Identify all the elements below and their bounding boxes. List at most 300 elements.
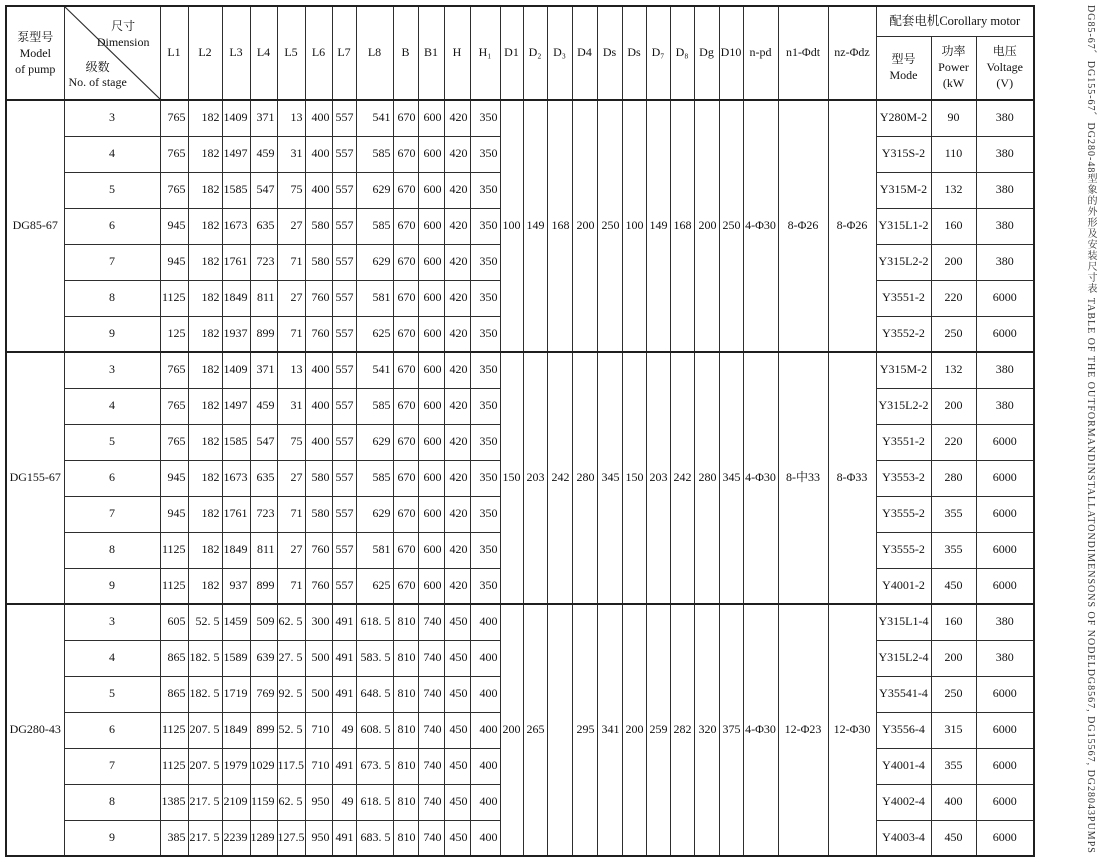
dim-cell: 491 bbox=[332, 820, 356, 856]
dim-cell: 420 bbox=[444, 352, 470, 388]
stage-cell: 8 bbox=[64, 280, 160, 316]
stage-cell: 9 bbox=[64, 820, 160, 856]
model-of-pump-header bbox=[6, 6, 64, 100]
dim-cell: 1125 bbox=[160, 748, 188, 784]
dim-cell: 810 bbox=[393, 748, 418, 784]
dim-cell: 723 bbox=[250, 496, 277, 532]
motor-power-cell: 355 bbox=[931, 496, 976, 532]
dim-cell: 217. 5 bbox=[188, 784, 222, 820]
corollary-motor-header: 配套电机Corollary motor bbox=[876, 6, 1034, 36]
dim-cell: 350 bbox=[470, 424, 500, 460]
dim-cell: 585 bbox=[356, 388, 393, 424]
dim-cell: 182 bbox=[188, 244, 222, 280]
dim-cell: 491 bbox=[332, 640, 356, 676]
dim-cell: 600 bbox=[418, 424, 444, 460]
stage-cell: 7 bbox=[64, 496, 160, 532]
dim-cell: 557 bbox=[332, 280, 356, 316]
dim-cell: 583. 5 bbox=[356, 640, 393, 676]
dim-cell: 1849 bbox=[222, 532, 250, 568]
dim-cell: 350 bbox=[470, 316, 500, 352]
dimension-label: 尺寸 Dimension bbox=[96, 19, 150, 49]
dim-cell: 945 bbox=[160, 460, 188, 496]
dim-cell: 557 bbox=[332, 316, 356, 352]
stage-cell: 6 bbox=[64, 712, 160, 748]
dim-cell: 71 bbox=[277, 244, 305, 280]
dim-cell: 670 bbox=[393, 532, 418, 568]
merged-dim-cell: 8-Φ26 bbox=[828, 100, 876, 352]
dim-cell: 557 bbox=[332, 568, 356, 604]
dim-cell: 580 bbox=[305, 208, 332, 244]
motor-voltage-cell: 6000 bbox=[976, 280, 1034, 316]
dim-cell: 371 bbox=[250, 352, 277, 388]
motor-model-cell: Y3556-4 bbox=[876, 712, 931, 748]
dim-cell: 1125 bbox=[160, 568, 188, 604]
dim-cell: 52. 5 bbox=[277, 712, 305, 748]
col-header-D6: Ds bbox=[622, 6, 646, 100]
col-header-D5: Ds bbox=[597, 6, 622, 100]
dim-cell: 1385 bbox=[160, 784, 188, 820]
dim-cell: 547 bbox=[250, 424, 277, 460]
merged-dim-cell: 341 bbox=[597, 604, 622, 856]
dim-cell: 765 bbox=[160, 424, 188, 460]
dim-cell: 740 bbox=[418, 640, 444, 676]
dim-cell: 811 bbox=[250, 280, 277, 316]
motor-power-cell: 220 bbox=[931, 280, 976, 316]
merged-dim-cell: 282 bbox=[670, 604, 694, 856]
merged-dim-cell: 375 bbox=[719, 604, 743, 856]
dim-cell: 1849 bbox=[222, 280, 250, 316]
merged-dim-cell: 200 bbox=[572, 100, 597, 352]
merged-dim-cell: 345 bbox=[719, 352, 743, 604]
motor-model-cell: Y35541-4 bbox=[876, 676, 931, 712]
dim-cell: 2239 bbox=[222, 820, 250, 856]
dim-cell: 500 bbox=[305, 640, 332, 676]
dim-cell: 75 bbox=[277, 172, 305, 208]
dim-cell: 740 bbox=[418, 784, 444, 820]
motor-model-cell: Y315L2-4 bbox=[876, 640, 931, 676]
dim-cell: 92. 5 bbox=[277, 676, 305, 712]
merged-dim-cell: 150 bbox=[500, 352, 523, 604]
dim-cell: 710 bbox=[305, 712, 332, 748]
dim-cell: 557 bbox=[332, 136, 356, 172]
merged-dim-cell: 203 bbox=[646, 352, 670, 604]
dim-cell: 400 bbox=[305, 172, 332, 208]
col-header-L8: L8 bbox=[356, 6, 393, 100]
dim-cell: 765 bbox=[160, 172, 188, 208]
dim-cell: 1409 bbox=[222, 100, 250, 136]
col-header-nz-phi-dz: nz-Φdz bbox=[828, 6, 876, 100]
stage-cell: 3 bbox=[64, 352, 160, 388]
dim-cell: 600 bbox=[418, 208, 444, 244]
motor-power-cell: 250 bbox=[931, 676, 976, 712]
motor-voltage-col-header: 电压 Voltage (V) bbox=[976, 36, 1034, 100]
motor-power-cell: 160 bbox=[931, 208, 976, 244]
dim-cell: 760 bbox=[305, 280, 332, 316]
dim-cell: 491 bbox=[332, 676, 356, 712]
motor-voltage-cell: 6000 bbox=[976, 316, 1034, 352]
dim-cell: 618. 5 bbox=[356, 784, 393, 820]
dim-cell: 580 bbox=[305, 460, 332, 496]
dim-cell: 1673 bbox=[222, 460, 250, 496]
motor-power-cell: 355 bbox=[931, 748, 976, 784]
dim-cell: 13 bbox=[277, 352, 305, 388]
stage-cell: 3 bbox=[64, 604, 160, 640]
dim-cell: 670 bbox=[393, 424, 418, 460]
model-header-en1: Model bbox=[19, 45, 51, 60]
merged-dim-cell: 12-Φ23 bbox=[778, 604, 828, 856]
dim-cell: 600 bbox=[418, 244, 444, 280]
dim-cell: 207. 5 bbox=[188, 712, 222, 748]
dim-cell: 71 bbox=[277, 568, 305, 604]
merged-dim-cell: 8-Φ33 bbox=[828, 352, 876, 604]
motor-voltage-cell: 6000 bbox=[976, 460, 1034, 496]
motor-power-cell: 250 bbox=[931, 316, 976, 352]
motor-power-cell: 160 bbox=[931, 604, 976, 640]
dim-cell: 557 bbox=[332, 244, 356, 280]
col-header-L6: L6 bbox=[305, 6, 332, 100]
dim-cell: 810 bbox=[393, 820, 418, 856]
dim-cell: 31 bbox=[277, 136, 305, 172]
dim-cell: 420 bbox=[444, 244, 470, 280]
dim-cell: 581 bbox=[356, 532, 393, 568]
motor-power-cell: 200 bbox=[931, 244, 976, 280]
dim-cell: 635 bbox=[250, 208, 277, 244]
motor-voltage-cell: 6000 bbox=[976, 748, 1034, 784]
dim-cell: 945 bbox=[160, 208, 188, 244]
dim-cell: 557 bbox=[332, 352, 356, 388]
dim-cell: 400 bbox=[305, 352, 332, 388]
side-vertical-title: DG85-67、DG155-67、DG280-48型象的外形及安装尺寸表 TABLE OF THE OUTFORMANDINSTALLATONDIMENSONS OF NODELDG8567, DG15567, DG28043PUMPS bbox=[1085, 5, 1096, 854]
dim-cell: 400 bbox=[305, 424, 332, 460]
merged-dim-cell: 100 bbox=[622, 100, 646, 352]
dim-cell: 459 bbox=[250, 136, 277, 172]
dim-cell: 350 bbox=[470, 532, 500, 568]
dim-cell: 1125 bbox=[160, 532, 188, 568]
dim-cell: 371 bbox=[250, 100, 277, 136]
dim-cell: 420 bbox=[444, 208, 470, 244]
dim-cell: 1979 bbox=[222, 748, 250, 784]
dim-cell: 71 bbox=[277, 496, 305, 532]
dim-cell: 400 bbox=[470, 676, 500, 712]
dim-cell: 350 bbox=[470, 496, 500, 532]
motor-power-cell: 200 bbox=[931, 388, 976, 424]
dim-cell: 1589 bbox=[222, 640, 250, 676]
col-header-L7: L7 bbox=[332, 6, 356, 100]
dim-cell: 450 bbox=[444, 640, 470, 676]
dim-cell: 62. 5 bbox=[277, 784, 305, 820]
dim-cell: 557 bbox=[332, 460, 356, 496]
dim-cell: 385 bbox=[160, 820, 188, 856]
dim-cell: 557 bbox=[332, 424, 356, 460]
stage-cell: 4 bbox=[64, 136, 160, 172]
dim-cell: 182 bbox=[188, 388, 222, 424]
motor-voltage-cell: 6000 bbox=[976, 496, 1034, 532]
merged-dim-cell: 4-Φ30 bbox=[743, 352, 778, 604]
dim-cell: 27 bbox=[277, 532, 305, 568]
motor-power-cell: 132 bbox=[931, 172, 976, 208]
dim-cell: 670 bbox=[393, 208, 418, 244]
col-header-H: H bbox=[444, 6, 470, 100]
dim-cell: 1497 bbox=[222, 388, 250, 424]
dim-cell: 1159 bbox=[250, 784, 277, 820]
dim-cell: 450 bbox=[444, 748, 470, 784]
dim-cell: 420 bbox=[444, 460, 470, 496]
dim-cell: 350 bbox=[470, 100, 500, 136]
dim-cell: 75 bbox=[277, 424, 305, 460]
motor-model-cell: Y315L2-2 bbox=[876, 388, 931, 424]
dim-cell: 491 bbox=[332, 748, 356, 784]
dim-cell: 400 bbox=[470, 712, 500, 748]
dim-cell: 899 bbox=[250, 568, 277, 604]
motor-voltage-cell: 380 bbox=[976, 172, 1034, 208]
dim-cell: 670 bbox=[393, 280, 418, 316]
dim-cell: 585 bbox=[356, 460, 393, 496]
merged-dim-cell: 149 bbox=[646, 100, 670, 352]
motor-voltage-cell: 380 bbox=[976, 388, 1034, 424]
dim-cell: 557 bbox=[332, 388, 356, 424]
dim-cell: 71 bbox=[277, 316, 305, 352]
motor-model-cell: Y3553-2 bbox=[876, 460, 931, 496]
stage-cell: 8 bbox=[64, 784, 160, 820]
dim-cell: 31 bbox=[277, 388, 305, 424]
dim-cell: 182 bbox=[188, 352, 222, 388]
col-header-D8: D₈ bbox=[670, 6, 694, 100]
dim-cell: 585 bbox=[356, 136, 393, 172]
motor-model-cell: Y315L2-2 bbox=[876, 244, 931, 280]
dim-cell: 127.5 bbox=[277, 820, 305, 856]
motor-voltage-cell: 6000 bbox=[976, 424, 1034, 460]
merged-dim-cell bbox=[547, 604, 572, 856]
merged-dim-cell: 4-Φ30 bbox=[743, 604, 778, 856]
dim-cell: 420 bbox=[444, 424, 470, 460]
col-header-B1: B1 bbox=[418, 6, 444, 100]
col-header-L2: L2 bbox=[188, 6, 222, 100]
merged-dim-cell: 8-中33 bbox=[778, 352, 828, 604]
dim-cell: 765 bbox=[160, 388, 188, 424]
motor-voltage-cell: 6000 bbox=[976, 712, 1034, 748]
dim-cell: 811 bbox=[250, 532, 277, 568]
dim-cell: 600 bbox=[418, 316, 444, 352]
dim-cell: 600 bbox=[418, 496, 444, 532]
dim-cell: 182 bbox=[188, 100, 222, 136]
dim-cell: 350 bbox=[470, 388, 500, 424]
dim-cell: 1585 bbox=[222, 172, 250, 208]
motor-model-cell: Y280M-2 bbox=[876, 100, 931, 136]
dim-cell: 1459 bbox=[222, 604, 250, 640]
dim-cell: 580 bbox=[305, 244, 332, 280]
motor-voltage-cell: 380 bbox=[976, 208, 1034, 244]
dim-cell: 350 bbox=[470, 136, 500, 172]
dim-cell: 670 bbox=[393, 496, 418, 532]
dim-cell: 670 bbox=[393, 316, 418, 352]
dim-cell: 740 bbox=[418, 676, 444, 712]
dim-cell: 27. 5 bbox=[277, 640, 305, 676]
merged-dim-cell: 280 bbox=[572, 352, 597, 604]
dim-cell: 635 bbox=[250, 460, 277, 496]
motor-voltage-cell: 380 bbox=[976, 136, 1034, 172]
col-header-H1: H₁ bbox=[470, 6, 500, 100]
dim-cell: 600 bbox=[418, 280, 444, 316]
dim-cell: 600 bbox=[418, 136, 444, 172]
motor-voltage-cell: 6000 bbox=[976, 532, 1034, 568]
dim-cell: 420 bbox=[444, 316, 470, 352]
dim-cell: 350 bbox=[470, 208, 500, 244]
pump-model-cell: DG85-67 bbox=[6, 100, 64, 352]
merged-dim-cell: 242 bbox=[670, 352, 694, 604]
col-header-L3: L3 bbox=[222, 6, 250, 100]
merged-dim-cell: 168 bbox=[670, 100, 694, 352]
motor-power-cell: 315 bbox=[931, 712, 976, 748]
dim-cell: 629 bbox=[356, 424, 393, 460]
dim-cell: 541 bbox=[356, 100, 393, 136]
dim-cell: 300 bbox=[305, 604, 332, 640]
merged-dim-cell: 200 bbox=[622, 604, 646, 856]
dim-cell: 810 bbox=[393, 712, 418, 748]
stage-cell: 4 bbox=[64, 640, 160, 676]
dim-cell: 670 bbox=[393, 244, 418, 280]
dim-cell: 557 bbox=[332, 208, 356, 244]
dim-cell: 670 bbox=[393, 352, 418, 388]
motor-model-cell: Y3551-2 bbox=[876, 424, 931, 460]
dim-cell: 810 bbox=[393, 784, 418, 820]
col-header-D3: D₃ bbox=[547, 6, 572, 100]
dim-cell: 182. 5 bbox=[188, 676, 222, 712]
stage-cell: 6 bbox=[64, 460, 160, 496]
dim-cell: 207. 5 bbox=[188, 748, 222, 784]
dim-cell: 450 bbox=[444, 604, 470, 640]
dim-cell: 182 bbox=[188, 460, 222, 496]
merged-dim-cell: 200 bbox=[694, 100, 719, 352]
col-header-L5: L5 bbox=[277, 6, 305, 100]
dim-cell: 710 bbox=[305, 748, 332, 784]
dim-cell: 400 bbox=[470, 604, 500, 640]
motor-model-cell: Y3551-2 bbox=[876, 280, 931, 316]
merged-dim-cell: 280 bbox=[694, 352, 719, 604]
stage-cell: 7 bbox=[64, 748, 160, 784]
col-header-D7: D₇ bbox=[646, 6, 670, 100]
dim-cell: 49 bbox=[332, 712, 356, 748]
dim-cell: 400 bbox=[305, 136, 332, 172]
dim-cell: 865 bbox=[160, 676, 188, 712]
dim-cell: 420 bbox=[444, 172, 470, 208]
dim-cell: 557 bbox=[332, 532, 356, 568]
dim-cell: 450 bbox=[444, 784, 470, 820]
dim-cell: 765 bbox=[160, 352, 188, 388]
dim-cell: 810 bbox=[393, 640, 418, 676]
dim-cell: 605 bbox=[160, 604, 188, 640]
merged-dim-cell: 200 bbox=[500, 604, 523, 856]
dim-cell: 600 bbox=[418, 388, 444, 424]
dim-cell: 950 bbox=[305, 820, 332, 856]
dim-cell: 769 bbox=[250, 676, 277, 712]
stage-cell: 9 bbox=[64, 568, 160, 604]
merged-dim-cell: 12-Φ30 bbox=[828, 604, 876, 856]
dim-cell: 1125 bbox=[160, 280, 188, 316]
dim-cell: 400 bbox=[470, 784, 500, 820]
motor-voltage-cell: 380 bbox=[976, 640, 1034, 676]
dim-cell: 581 bbox=[356, 280, 393, 316]
merged-dim-cell: 203 bbox=[523, 352, 547, 604]
pump-model-cell: DG155-67 bbox=[6, 352, 64, 604]
dim-cell: 1497 bbox=[222, 136, 250, 172]
dim-cell: 117.5 bbox=[277, 748, 305, 784]
merged-dim-cell: 4-Φ30 bbox=[743, 100, 778, 352]
motor-power-cell: 450 bbox=[931, 568, 976, 604]
stage-cell: 5 bbox=[64, 424, 160, 460]
stage-cell: 4 bbox=[64, 388, 160, 424]
dim-cell: 182 bbox=[188, 208, 222, 244]
table-row bbox=[6, 352, 1034, 388]
merged-dim-cell: 8-Φ26 bbox=[778, 100, 828, 352]
dim-cell: 600 bbox=[418, 352, 444, 388]
dim-cell: 1761 bbox=[222, 244, 250, 280]
dim-cell: 950 bbox=[305, 784, 332, 820]
dim-cell: 683. 5 bbox=[356, 820, 393, 856]
stage-cell: 3 bbox=[64, 100, 160, 136]
motor-model-col-header: 型号 Mode bbox=[876, 36, 931, 100]
stage-cell: 7 bbox=[64, 244, 160, 280]
dim-cell: 629 bbox=[356, 172, 393, 208]
col-header-D1: D1 bbox=[500, 6, 523, 100]
dim-cell: 625 bbox=[356, 568, 393, 604]
dim-cell: 740 bbox=[418, 820, 444, 856]
motor-model-cell: Y315L1-2 bbox=[876, 208, 931, 244]
motor-model-cell: Y315M-2 bbox=[876, 352, 931, 388]
dim-cell: 810 bbox=[393, 676, 418, 712]
dim-cell: 600 bbox=[418, 172, 444, 208]
motor-power-cell: 355 bbox=[931, 532, 976, 568]
dim-cell: 450 bbox=[444, 676, 470, 712]
dim-cell: 182 bbox=[188, 496, 222, 532]
motor-model-cell: Y4003-4 bbox=[876, 820, 931, 856]
dim-cell: 450 bbox=[444, 712, 470, 748]
motor-voltage-cell: 6000 bbox=[976, 820, 1034, 856]
col-header-D4: D4 bbox=[572, 6, 597, 100]
dim-cell: 350 bbox=[470, 352, 500, 388]
dim-cell: 585 bbox=[356, 208, 393, 244]
motor-power-cell: 90 bbox=[931, 100, 976, 136]
merged-dim-cell: 320 bbox=[694, 604, 719, 856]
dim-cell: 740 bbox=[418, 748, 444, 784]
motor-model-cell: Y315M-2 bbox=[876, 172, 931, 208]
motor-power-col-header: 功率 Power (kW bbox=[931, 36, 976, 100]
col-header-L4: L4 bbox=[250, 6, 277, 100]
motor-voltage-cell: 380 bbox=[976, 352, 1034, 388]
dim-cell: 670 bbox=[393, 388, 418, 424]
motor-power-cell: 200 bbox=[931, 640, 976, 676]
col-header-Dg: Dg bbox=[694, 6, 719, 100]
motor-voltage-cell: 6000 bbox=[976, 568, 1034, 604]
dim-cell: 49 bbox=[332, 784, 356, 820]
dimension-stage-diagonal-header bbox=[64, 6, 160, 100]
dim-cell: 182 bbox=[188, 532, 222, 568]
dim-cell: 459 bbox=[250, 388, 277, 424]
dim-cell: 400 bbox=[305, 388, 332, 424]
stage-cell: 5 bbox=[64, 172, 160, 208]
stage-cell: 5 bbox=[64, 676, 160, 712]
dim-cell: 899 bbox=[250, 712, 277, 748]
dim-cell: 670 bbox=[393, 568, 418, 604]
dim-cell: 670 bbox=[393, 172, 418, 208]
stage-label: 级数 No. of stage bbox=[68, 59, 127, 90]
dim-cell: 600 bbox=[418, 568, 444, 604]
dim-cell: 1125 bbox=[160, 712, 188, 748]
dim-cell: 1849 bbox=[222, 712, 250, 748]
dim-cell: 648. 5 bbox=[356, 676, 393, 712]
merged-dim-cell: 100 bbox=[500, 100, 523, 352]
dim-cell: 670 bbox=[393, 460, 418, 496]
dim-cell: 182 bbox=[188, 424, 222, 460]
